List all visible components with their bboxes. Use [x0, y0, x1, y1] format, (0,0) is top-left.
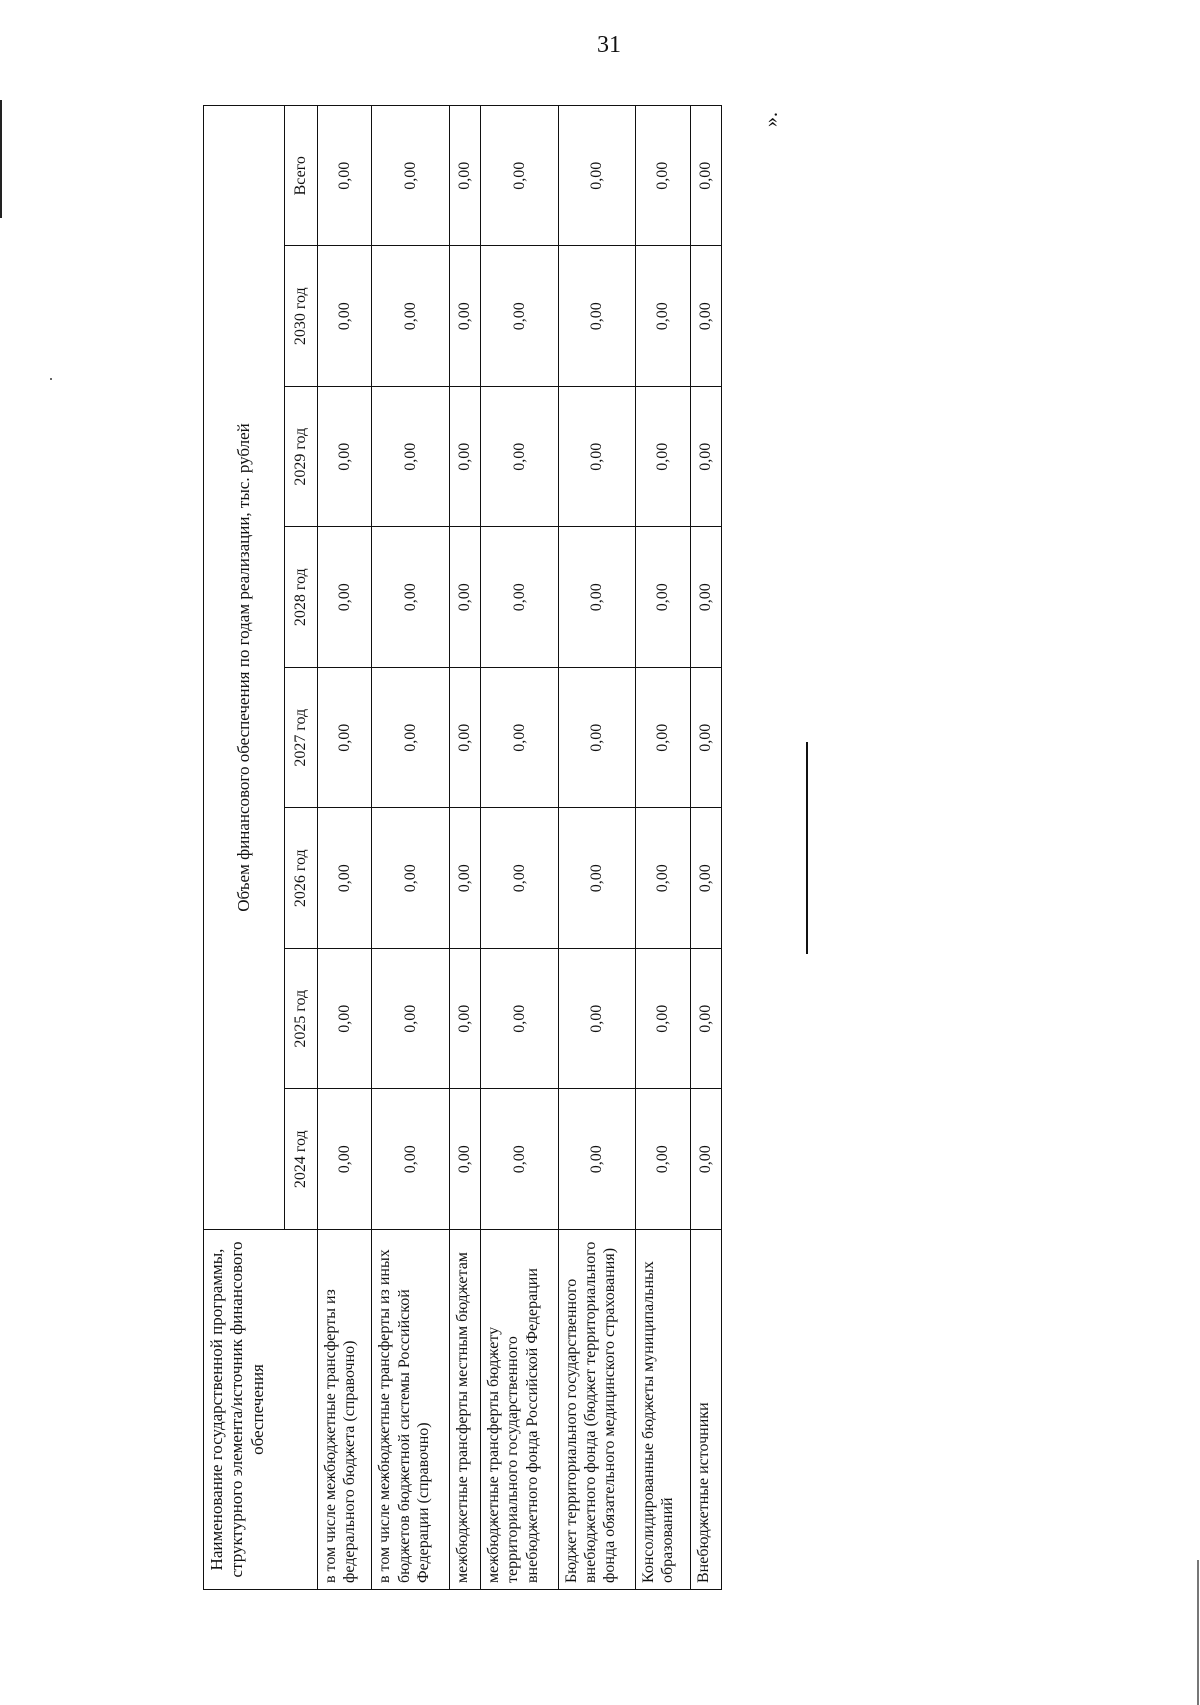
row-year-value: 0,00	[481, 527, 558, 668]
table-row	[558, 106, 635, 1590]
header-total: Всего	[285, 106, 318, 247]
header-year: 2029 год	[285, 387, 318, 528]
row-year-value: 0,00	[636, 1089, 690, 1230]
row-year-value: 0,00	[372, 949, 449, 1090]
row-year-value: 0,00	[318, 808, 372, 949]
financing-table-region	[203, 105, 722, 1590]
row-year-value: 0,00	[690, 1089, 721, 1230]
row-year-value: 0,00	[558, 949, 635, 1090]
row-year-value: 0,00	[481, 808, 558, 949]
row-year-value: 0,00	[449, 387, 480, 528]
row-year-value: 0,00	[690, 668, 721, 809]
row-year-value: 0,00	[690, 246, 721, 387]
header-year: 2030 год	[285, 246, 318, 387]
row-year-value: 0,00	[372, 527, 449, 668]
row-year-value: 0,00	[449, 668, 480, 809]
row-year-value: 0,00	[636, 246, 690, 387]
row-source-name: Консолидированные бюджеты муниципальных образований	[636, 1230, 690, 1590]
table-row	[690, 106, 721, 1590]
row-year-value: 0,00	[690, 949, 721, 1090]
header-year: 2024 год	[285, 1089, 318, 1230]
row-year-value: 0,00	[690, 808, 721, 949]
row-year-value: 0,00	[481, 668, 558, 809]
row-source-name: межбюджетные трансферты местным бюджетам	[449, 1230, 480, 1590]
row-year-value: 0,00	[318, 1089, 372, 1230]
row-total-value: 0,00	[449, 106, 480, 247]
row-year-value: 0,00	[318, 246, 372, 387]
row-year-value: 0,00	[481, 387, 558, 528]
row-year-value: 0,00	[372, 668, 449, 809]
row-source-name: Бюджет территориального государственного внебюджетного фонда (бюджет территориального фонда обязательного медицинского страхования)	[558, 1230, 635, 1590]
row-year-value: 0,00	[372, 1089, 449, 1230]
financing-table-rotated	[203, 105, 722, 1590]
row-year-value: 0,00	[481, 949, 558, 1090]
header-year: 2025 год	[285, 949, 318, 1090]
row-year-value: 0,00	[372, 246, 449, 387]
row-total-value: 0,00	[318, 106, 372, 247]
row-year-value: 0,00	[318, 387, 372, 528]
scan-speck	[50, 378, 52, 380]
row-year-value: 0,00	[481, 1089, 558, 1230]
row-year-value: 0,00	[318, 949, 372, 1090]
row-year-value: 0,00	[449, 527, 480, 668]
row-year-value: 0,00	[372, 808, 449, 949]
table-row	[318, 106, 372, 1590]
header-year: 2028 год	[285, 527, 318, 668]
table-row	[481, 106, 558, 1590]
scan-edge-mark-right	[1197, 1560, 1199, 1705]
page-number: 31	[597, 32, 621, 58]
row-source-name: межбюджетные трансферты бюджету территориального государственного внебюджетного фонда Российской Федерации	[481, 1230, 558, 1590]
row-year-value: 0,00	[636, 387, 690, 528]
table-row	[636, 106, 690, 1590]
table-header-row	[204, 106, 285, 1590]
row-total-value: 0,00	[372, 106, 449, 247]
header-financing-volume: Объем финансового обеспечения по годам реализации, тыс. рублей	[204, 106, 285, 1230]
row-year-value: 0,00	[449, 246, 480, 387]
row-total-value: 0,00	[481, 106, 558, 247]
row-year-value: 0,00	[481, 246, 558, 387]
row-year-value: 0,00	[558, 808, 635, 949]
row-year-value: 0,00	[558, 527, 635, 668]
row-total-value: 0,00	[558, 106, 635, 247]
row-year-value: 0,00	[318, 527, 372, 668]
row-year-value: 0,00	[636, 668, 690, 809]
scan-edge-mark	[0, 100, 2, 218]
row-year-value: 0,00	[636, 808, 690, 949]
row-source-name: в том числе межбюджетные трансферты из иных бюджетов бюджетной системы Российской Федерации (справочно)	[372, 1230, 449, 1590]
row-year-value: 0,00	[318, 668, 372, 809]
row-total-value: 0,00	[636, 106, 690, 247]
header-year: 2027 год	[285, 668, 318, 809]
table-row	[449, 106, 480, 1590]
closing-quote-mark: ».	[760, 112, 782, 127]
row-year-value: 0,00	[558, 668, 635, 809]
table-body	[318, 106, 722, 1590]
row-year-value: 0,00	[449, 1089, 480, 1230]
row-year-value: 0,00	[372, 387, 449, 528]
row-source-name: Внебюджетные источники	[690, 1230, 721, 1590]
row-year-value: 0,00	[690, 387, 721, 528]
row-year-value: 0,00	[558, 246, 635, 387]
row-year-value: 0,00	[558, 1089, 635, 1230]
financing-table	[203, 105, 722, 1590]
separator-rule	[806, 742, 808, 954]
header-program-name: Наименование государственной программы, структурного элемента/источник финансового обеспечения	[204, 1230, 318, 1590]
row-year-value: 0,00	[558, 387, 635, 528]
row-year-value: 0,00	[636, 527, 690, 668]
row-year-value: 0,00	[690, 527, 721, 668]
row-total-value: 0,00	[690, 106, 721, 247]
row-year-value: 0,00	[636, 949, 690, 1090]
header-year: 2026 год	[285, 808, 318, 949]
row-year-value: 0,00	[449, 949, 480, 1090]
table-row	[372, 106, 449, 1590]
row-year-value: 0,00	[449, 808, 480, 949]
row-source-name: в том числе межбюджетные трансферты из федерального бюджета (справочно)	[318, 1230, 372, 1590]
